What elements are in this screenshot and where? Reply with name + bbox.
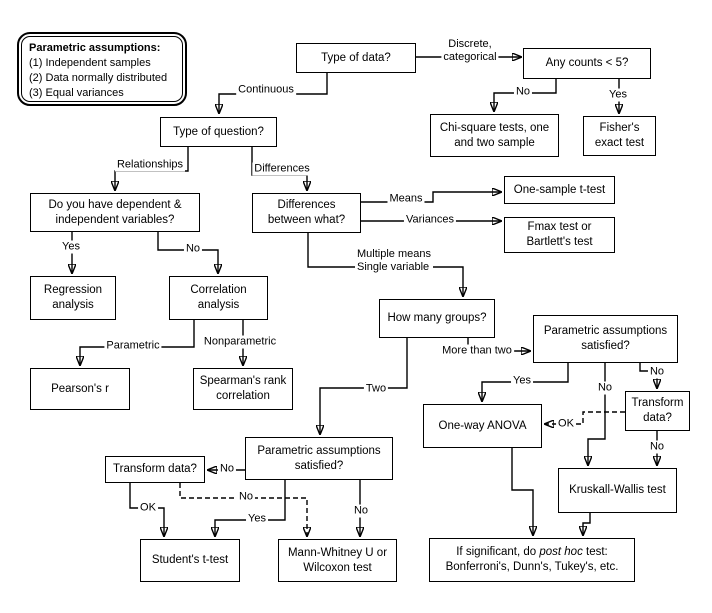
- edge-label-yes-ttest: Yes: [248, 512, 266, 525]
- edge-label-no-mann: No: [353, 504, 369, 517]
- node-label: between what?: [267, 214, 346, 226]
- node-label: and two sample: [454, 136, 535, 149]
- edge-label-line: Multiple means: [357, 248, 431, 261]
- node-mann-whitney: [278, 539, 397, 582]
- edge-label-relationships: Relationships: [116, 158, 184, 171]
- edge-label-ok-right: OK: [558, 417, 574, 430]
- node-label: Correlation: [190, 284, 247, 297]
- edge-label-nonparametric: Nonparametric: [203, 335, 277, 348]
- node-one-way-anova: [423, 404, 542, 448]
- node-label: Type of data?: [321, 51, 391, 64]
- node-label: data?: [643, 412, 672, 424]
- edge-label-line: Discrete,: [448, 38, 492, 51]
- node-label: One-sample t-test: [513, 183, 606, 196]
- node-label: Bartlett's test: [526, 236, 593, 248]
- node-how-many-groups: [379, 299, 495, 338]
- node-students-t-test: [140, 539, 240, 582]
- node-regression-analysis: [30, 276, 116, 320]
- edge-label-means: Means: [389, 192, 423, 205]
- node-label: satisfied?: [294, 459, 344, 472]
- edge-label-no-transform-right: No: [649, 440, 665, 453]
- node-label: Transform: [631, 397, 684, 410]
- edge-label-no-groups-right: No: [649, 365, 665, 378]
- legend-item: (3) Equal variances: [29, 86, 124, 99]
- node-label: Any counts < 5?: [545, 57, 629, 70]
- node-label: Parametric assumptions: [543, 325, 668, 338]
- edge-label-variances: Variances: [405, 213, 455, 226]
- node-correlation-analysis: [169, 276, 268, 320]
- edge-label-no-groups-mid: No: [597, 381, 613, 394]
- node-label: One-way ANOVA: [438, 419, 527, 432]
- node-label: Mann-Whitney U or: [287, 546, 388, 559]
- node-type-of-data: [296, 43, 416, 73]
- node-label: correlation: [216, 390, 270, 402]
- legend-item: (1) Independent samples: [29, 56, 151, 69]
- node-transform-data-right: [625, 391, 690, 431]
- node-label: Kruskall-Wallis test: [569, 484, 666, 497]
- edge-label-no-counts: No: [515, 85, 531, 98]
- node-pearsons-r: [30, 368, 130, 410]
- legend-item: (2) Data normally distributed: [29, 71, 168, 84]
- edge-label-yes-groups: Yes: [513, 374, 531, 387]
- post-hoc-text-italic: post hoc: [539, 546, 583, 559]
- node-parametric-assumptions-right: [533, 315, 678, 363]
- node-differences-between-what: [252, 193, 361, 233]
- edge-label-ok-left: OK: [140, 501, 156, 514]
- node-label: Fmax test or: [527, 221, 592, 234]
- edge-label-no-variables: No: [185, 242, 201, 255]
- edge-label-differences: Differences: [254, 162, 310, 175]
- node-label: analysis: [197, 299, 240, 311]
- node-label: Transform data?: [113, 463, 197, 476]
- edge-label-line: Single variable: [357, 261, 430, 273]
- edge-label-no-dashed: No: [238, 490, 254, 503]
- edge-diff-between-to-one-sample-t: [361, 192, 501, 202]
- node-label: Type of question?: [173, 125, 264, 138]
- edge-label-multiple-means: [355, 248, 433, 274]
- node-label: [456, 545, 608, 560]
- node-label: Pearson's r: [51, 382, 109, 395]
- node-fishers-exact: [583, 116, 656, 156]
- edge-label-more-than-two: More than two: [442, 344, 512, 357]
- node-fmax-bartletts: [504, 217, 615, 253]
- node-chi-square: [430, 114, 559, 157]
- node-label: Wilcoxon test: [303, 561, 372, 574]
- edge-label-parametric: Parametric: [106, 339, 160, 352]
- node-label: exact test: [594, 137, 645, 149]
- node-post-hoc: [429, 538, 635, 582]
- node-label: Fisher's: [599, 122, 640, 135]
- node-label: Regression: [43, 284, 103, 297]
- node-label: Student's t-test: [151, 554, 229, 567]
- node-parametric-assumptions-bottom: [245, 437, 393, 480]
- edge-param-right-to-kruskall: [588, 363, 605, 465]
- edge-param-bottom-to-students-t: [215, 480, 285, 536]
- edge-label-two: Two: [365, 382, 387, 395]
- node-transform-data-left: [105, 456, 205, 483]
- edge-label-yes-variables: Yes: [62, 240, 80, 253]
- node-label: Bonferroni's, Dunn's, Tukey's, etc.: [445, 561, 619, 573]
- node-label: Do you have dependent &: [48, 198, 182, 211]
- post-hoc-text-pre: If significant, do: [456, 546, 540, 559]
- edge-anova-to-posthoc: [512, 448, 533, 535]
- edge-label-yes-counts: Yes: [609, 88, 627, 101]
- node-spearmans-rank: [193, 368, 293, 410]
- node-label: satisfied?: [581, 340, 630, 352]
- node-label: How many groups?: [387, 312, 487, 325]
- legend-title: Parametric assumptions:: [29, 42, 161, 54]
- node-label: analysis: [52, 299, 94, 311]
- edge-kruskall-to-posthoc: [583, 513, 590, 535]
- edge-label-no-to-transform-left: No: [219, 462, 235, 475]
- edge-label-continuous: Continuous: [238, 83, 294, 96]
- node-one-sample-t-test: [504, 176, 615, 204]
- node-label: Spearman's rank: [199, 375, 287, 388]
- post-hoc-text-post: test:: [582, 546, 608, 559]
- edge-label-line: categorical: [443, 51, 497, 63]
- edge-label-discrete-categorical: [441, 38, 498, 64]
- node-label: Chi-square tests, one: [439, 121, 550, 134]
- legend-parametric-assumptions: [17, 32, 187, 106]
- node-label: Parametric assumptions: [257, 444, 381, 457]
- node-label: independent variables?: [55, 213, 175, 226]
- node-dependent-independent: [30, 193, 200, 232]
- legend-inner-border: [21, 36, 183, 102]
- node-kruskall-wallis: [558, 468, 677, 513]
- node-label: Differences: [277, 199, 336, 212]
- node-type-of-question: [160, 117, 277, 147]
- node-any-counts: [523, 48, 651, 79]
